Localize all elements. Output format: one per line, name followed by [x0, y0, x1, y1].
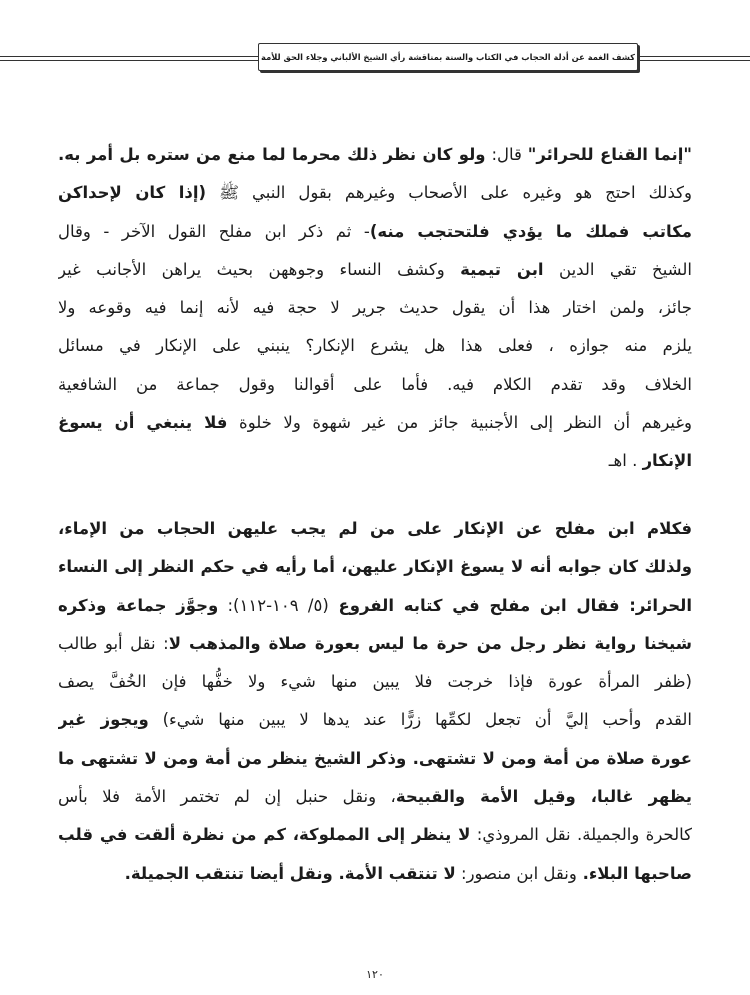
bold-text-segment: ولذلك كان جوابه أنه لا يسوغ الإنكار عليهن، أما رأيه في حكم النظر إلى النساء: [58, 557, 692, 577]
text-segment: : نقل أبو طالب: [58, 633, 169, 653]
bold-text-segment: فلا ينبغي أن يسوغ: [58, 413, 228, 433]
running-header: [258, 43, 638, 71]
bold-text-segment: وجوَّز جماعة وذكره: [58, 595, 219, 615]
text-line: [58, 587, 692, 625]
text-line: [58, 213, 692, 251]
text-segment: . اهـ: [608, 451, 643, 471]
text-line: [58, 855, 692, 893]
text-segment: ، ونقل حنبل إن لم تختمر الأمة فلا بأس: [58, 787, 396, 807]
text-segment: وكذلك احتج هو وغيره على الأصحاب وغيرهم بقول النبي ﷺ: [206, 183, 692, 203]
page-number: ١٢٠: [366, 968, 384, 981]
text-line: [58, 174, 692, 212]
bold-text-segment: فكلام ابن مفلح عن الإنكار على من لم يجب عليهن الحجاب من الإماء،: [58, 519, 692, 538]
text-line: [58, 625, 692, 663]
bold-text-segment: "إنما القناع للحرائر": [527, 145, 692, 164]
bold-text-segment: الحرائر: فقال ابن مفلح في كتابه الفروع: [328, 595, 692, 615]
paragraph-2: [58, 510, 692, 893]
text-segment: يلزم منه جوازه ، فعلى هذا هل يشرع الإنكار؟ ينبني على الإنكار في مسائل: [58, 336, 692, 356]
text-line: [58, 816, 692, 854]
text-line: [58, 740, 692, 778]
text-segment: القدم وأحب إليَّ أن تجعل لكمِّها زرًّا عند يدها لا يبين منها شيء): [148, 710, 692, 730]
text-segment: وغيرهم أن النظر إلى الأجنبية جائز من غير شهوة ولا خلوة: [227, 413, 692, 433]
text-line: [58, 663, 692, 701]
bold-text-segment: مكاتب فملك ما يؤدي فلتحتجب منه): [369, 221, 692, 241]
bold-text-segment: (إذا كان لإحداكن: [58, 183, 207, 203]
bold-text-segment: الإنكار: [642, 451, 692, 471]
text-line: [58, 136, 692, 174]
text-line: [58, 548, 692, 586]
text-segment: كالحرة والجميلة. نقل المروذي:: [470, 825, 692, 845]
text-line: [58, 442, 692, 480]
bold-text-segment: ويجوز غير: [58, 710, 149, 730]
text-segment: (ظفر المرأة عورة فإذا خرجت فلا يبين منها شيء ولا خفُّها فإن الخُفَّ يصف: [58, 672, 692, 692]
text-segment: جائز، ولمن اختار هذا أن يقول حديث جرير لا حجة فيه لأنه إنما فيه وقوعه ولا: [58, 298, 692, 318]
text-line: [58, 778, 692, 816]
bold-text-segment: لا تنتقب الأمة. ونقل أيضا تنتقب الجميلة.: [124, 863, 456, 883]
running-header-title: كشف الغمة عن أدلة الحجاب في الكتاب والسنة بمناقشة رأي الشيخ الألباني وجلاء الحق للأمة: [261, 52, 635, 62]
text-segment: قال:: [485, 145, 528, 164]
text-segment: ونقل ابن منصور:: [455, 863, 577, 883]
bold-text-segment: ولو كان نظر ذلك محرما لما منع من ستره بل أمر به.: [58, 145, 486, 164]
bold-text-segment: ابن تيمية: [460, 259, 544, 279]
text-line: [58, 404, 692, 442]
text-segment: الشيخ تقي الدين: [543, 259, 692, 279]
bold-text-segment: صاحبها البلاء.: [576, 863, 692, 883]
bold-text-segment: شيخنا رواية نظر رجل من حرة ما ليس بعورة صلاة والمذهب لا: [168, 633, 692, 653]
text-segment: الخلاف وقد تقدم الكلام فيه. فأما على أقوالنا وقول جماعة من الشافعية: [58, 374, 692, 394]
text-segment: وكشف النساء وجوههن بحيث يراهن الأجانب غير: [58, 259, 461, 279]
paragraph-1: [58, 136, 692, 481]
bold-text-segment: عورة صلاة من أمة ومن لا تشتهى. وذكر الشيخ ينظر من أمة ومن لا تشتهى ما: [58, 748, 692, 768]
text-line: [58, 289, 692, 327]
bold-text-segment: لا ينظر إلى المملوكة، كم من نظرة ألقت في قلب: [58, 825, 471, 845]
text-line: [58, 366, 692, 404]
text-line: [58, 251, 692, 289]
bold-text-segment: يظهر غالبا، وقيل الأمة والقبيحة: [395, 787, 692, 807]
text-segment: (٥/ ١٠٩-١١٢):: [218, 595, 329, 615]
text-line: [58, 701, 692, 739]
text-line: [58, 327, 692, 365]
text-line: [58, 510, 692, 548]
text-segment: - ثم ذكر ابن مفلح القول الآخر - وقال: [58, 221, 370, 241]
